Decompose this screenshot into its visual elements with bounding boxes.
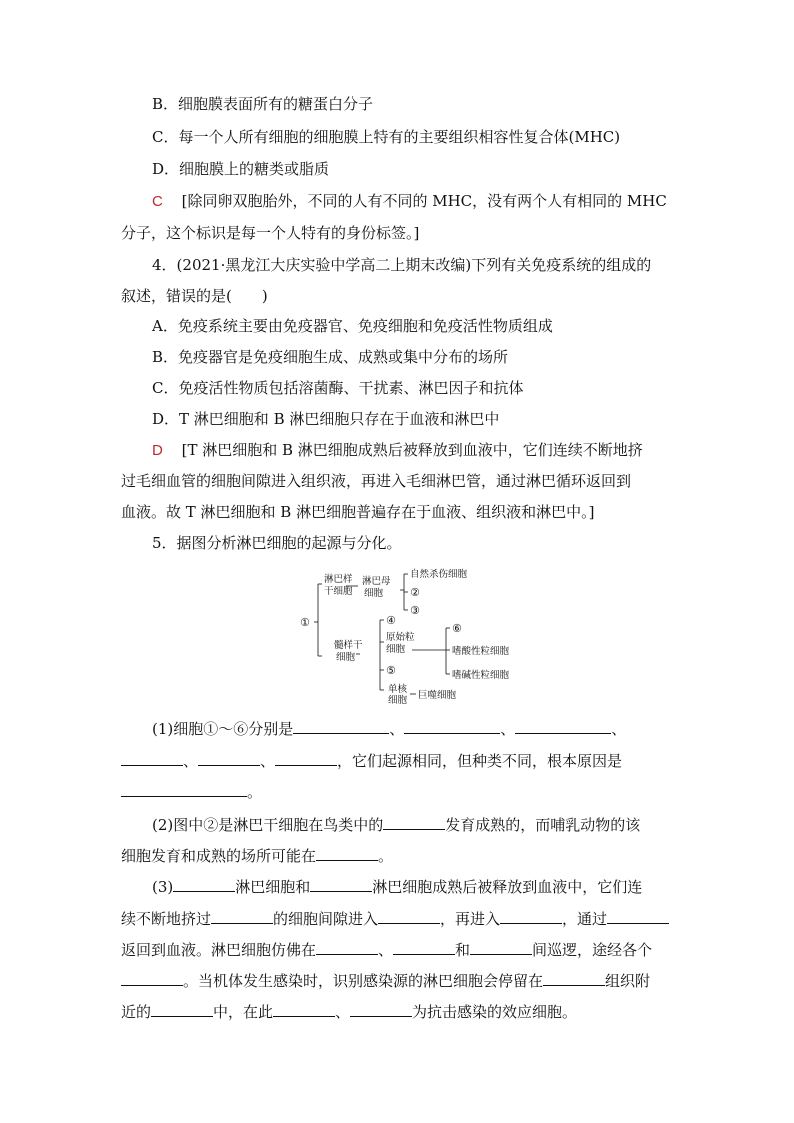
diagram-label-monocyte-2: 细胞: [388, 695, 408, 706]
q5-part3-line4: [121, 970, 794, 991]
answer-blank[interactable]: [404, 718, 500, 734]
q3-option-d: D．细胞膜上的糖类或脂质: [152, 160, 330, 178]
q5-part3-text-i: 和: [455, 941, 471, 959]
diagram-label-lymphoid-stem-2: 干细胞: [324, 586, 353, 597]
answer-blank[interactable]: [293, 718, 389, 734]
answer-blank[interactable]: [500, 908, 562, 924]
answer-blank[interactable]: [310, 876, 372, 892]
q3-explanation-1: [除同卵双胞胎外，不同的人有不同的 MHC，没有两个人有相同的 MHC: [181, 192, 667, 210]
diagram-label-root: ①: [300, 616, 310, 629]
diagram-label-lymphoblast-2: 细胞: [364, 588, 384, 599]
diagram-label-6: ⑥: [452, 622, 462, 635]
answer-blank[interactable]: [275, 750, 337, 766]
diagram-label-macrophage: 巨噬细胞: [418, 690, 457, 701]
q5-part1-line3: [121, 781, 794, 802]
diagram-label-monocyte-1: 单核: [388, 684, 408, 695]
q3-answer-letter: C: [152, 193, 163, 210]
diagram-label-myeloblast-1: 原始粒: [386, 632, 415, 643]
q5-part2-text-b: 发育成熟的，而哺乳动物的该: [445, 816, 641, 834]
q5-part3-text-j: 间巡逻，途经各个: [532, 941, 653, 959]
q4-answer-line: [152, 440, 794, 461]
q4-option-a: A．免疫系统主要由免疫器官、免疫细胞和免疫活性物质组成: [152, 317, 553, 335]
answer-blank[interactable]: [543, 970, 605, 986]
diagram-label-2: ②: [410, 586, 420, 599]
q4-option-d: D．T 淋巴细胞和 B 淋巴细胞只存在于血液和淋巴中: [152, 410, 500, 428]
q5-part3-text-n: 中，在此: [213, 1003, 274, 1021]
q5-part3-text-k: 。当机体发生感染时，识别感染源的淋巴细胞会停留在: [183, 972, 544, 990]
q5-part1-tail: ，它们起源相同，但种类不同，根本原因是: [337, 752, 623, 770]
q5-part2-text-a: (2)图中②是淋巴干细胞在鸟类中的: [152, 816, 384, 834]
answer-blank[interactable]: [316, 939, 378, 955]
q3-option-b: B．细胞膜表面所有的糖蛋白分子: [152, 95, 374, 113]
q5-part3-line3: [121, 939, 794, 960]
answer-blank[interactable]: [607, 908, 669, 924]
q5-part3-text-e: 的细胞间隙进入: [273, 910, 379, 928]
q5-part3-text-l: 组织附: [605, 972, 651, 990]
q4-answer-letter: D: [152, 442, 163, 459]
separator: 、: [335, 1003, 351, 1021]
answer-blank[interactable]: [383, 814, 445, 830]
answer-blank[interactable]: [316, 845, 378, 861]
answer-blank[interactable]: [393, 939, 455, 955]
separator: 、: [500, 720, 516, 738]
answer-blank[interactable]: [515, 718, 611, 734]
q5-part3-text-g: ，通过: [562, 910, 608, 928]
separator: 、: [260, 752, 276, 770]
q4-explanation-1: [T 淋巴细胞和 B 淋巴细胞成熟后被释放到血液中，它们连续不断地挤: [181, 441, 643, 459]
q5-part1-line1: [152, 718, 794, 739]
diagram-label-lymphoblast-1: 淋巴母: [362, 576, 391, 587]
q4-explanation-3: 血液。故 T 淋巴细胞和 B 淋巴细胞普遍存在于血液、组织液和淋巴中。]: [121, 503, 595, 521]
q5-stem: 5．据图分析淋巴细胞的起源与分化。: [152, 534, 402, 552]
answer-blank[interactable]: [198, 750, 260, 766]
q5-part3-text-c: 淋巴细胞成熟后被释放到血液中，它们连: [372, 878, 643, 896]
q5-part2-line1: [152, 814, 794, 835]
q5-part3-text-b: 淋巴细胞和: [235, 878, 311, 896]
q5-part3-text-h: 返回到血液。淋巴细胞仿佛在: [121, 941, 317, 959]
q5-part3-line2: [121, 908, 794, 929]
q5-part3-line5: [121, 1001, 794, 1022]
q3-explanation-2: 分子，这个标识是每一个人特有的身份标签。]: [121, 224, 420, 242]
diagram-label-myeloid-stem-1: 髓样干: [334, 640, 363, 651]
q4-option-c: C．免疫活性物质包括溶菌酶、干扰素、淋巴因子和抗体: [152, 379, 524, 397]
q5-part1-line2: [121, 750, 794, 771]
q5-part2-text-c: 细胞发育和成熟的场所可能在: [121, 847, 317, 865]
answer-blank[interactable]: [151, 1001, 213, 1017]
diagram-label-basophil: 嗜碱性粒细胞: [452, 670, 510, 681]
q3-answer-line: [152, 191, 794, 212]
answer-blank[interactable]: [350, 1001, 412, 1017]
diagram-label-nk-cell: 自然杀伤细胞: [410, 569, 468, 580]
q4-stem-2: 叙述，错误的是( ): [121, 287, 268, 305]
q4-option-b: B．免疫器官是免疫细胞生成、成熟或集中分布的场所: [152, 348, 509, 366]
q5-part2-line2: [121, 845, 794, 866]
diagram-label-4: ④: [386, 614, 396, 627]
q5-part3-text-a: (3): [152, 878, 174, 896]
q5-part1-text-a: (1)细胞①～⑥分别是: [152, 720, 294, 738]
q5-part3-line1: [152, 876, 794, 897]
answer-blank[interactable]: [121, 781, 247, 797]
q5-part3-text-o: 为抗击感染的效应细胞。: [412, 1003, 578, 1021]
answer-blank[interactable]: [121, 970, 183, 986]
answer-blank[interactable]: [121, 750, 183, 766]
period: 。: [378, 847, 394, 865]
diagram-label-myeloid-stem-2: 细胞: [336, 652, 356, 663]
period: 。: [247, 783, 263, 801]
answer-blank[interactable]: [470, 939, 532, 955]
separator: 、: [389, 720, 405, 738]
diagram-label-eosinophil: 嗜酸性粒细胞: [452, 646, 510, 657]
q4-stem-1: 4．(2021·黑龙江大庆实验中学高二上期末改编)下列有关免疫系统的组成的: [152, 256, 652, 274]
lymphocyte-origin-diagram: [296, 562, 536, 712]
diagram-label-5: ⑤: [386, 664, 396, 677]
separator: 、: [183, 752, 199, 770]
q3-option-c: C．每一个人所有细胞的细胞膜上特有的主要组织相容性复合体(MHC): [152, 128, 621, 146]
answer-blank[interactable]: [273, 1001, 335, 1017]
q4-explanation-2: 过毛细血管的细胞间隙进入组织液，再进入毛细淋巴管，通过淋巴循环返回到: [121, 472, 632, 490]
separator: 、: [611, 720, 627, 738]
q5-part3-text-d: 续不断地挤过: [121, 910, 212, 928]
q5-part3-text-f: ，再进入: [440, 910, 501, 928]
diagram-label-myeloblast-2: 细胞: [386, 644, 406, 655]
separator: 、: [378, 941, 394, 959]
answer-blank[interactable]: [378, 908, 440, 924]
answer-blank[interactable]: [211, 908, 273, 924]
answer-blank[interactable]: [173, 876, 235, 892]
q5-part3-text-m: 近的: [121, 1003, 152, 1021]
diagram-label-3: ③: [410, 604, 420, 617]
diagram-label-lymphoid-stem-1: 淋巴样: [324, 574, 353, 585]
